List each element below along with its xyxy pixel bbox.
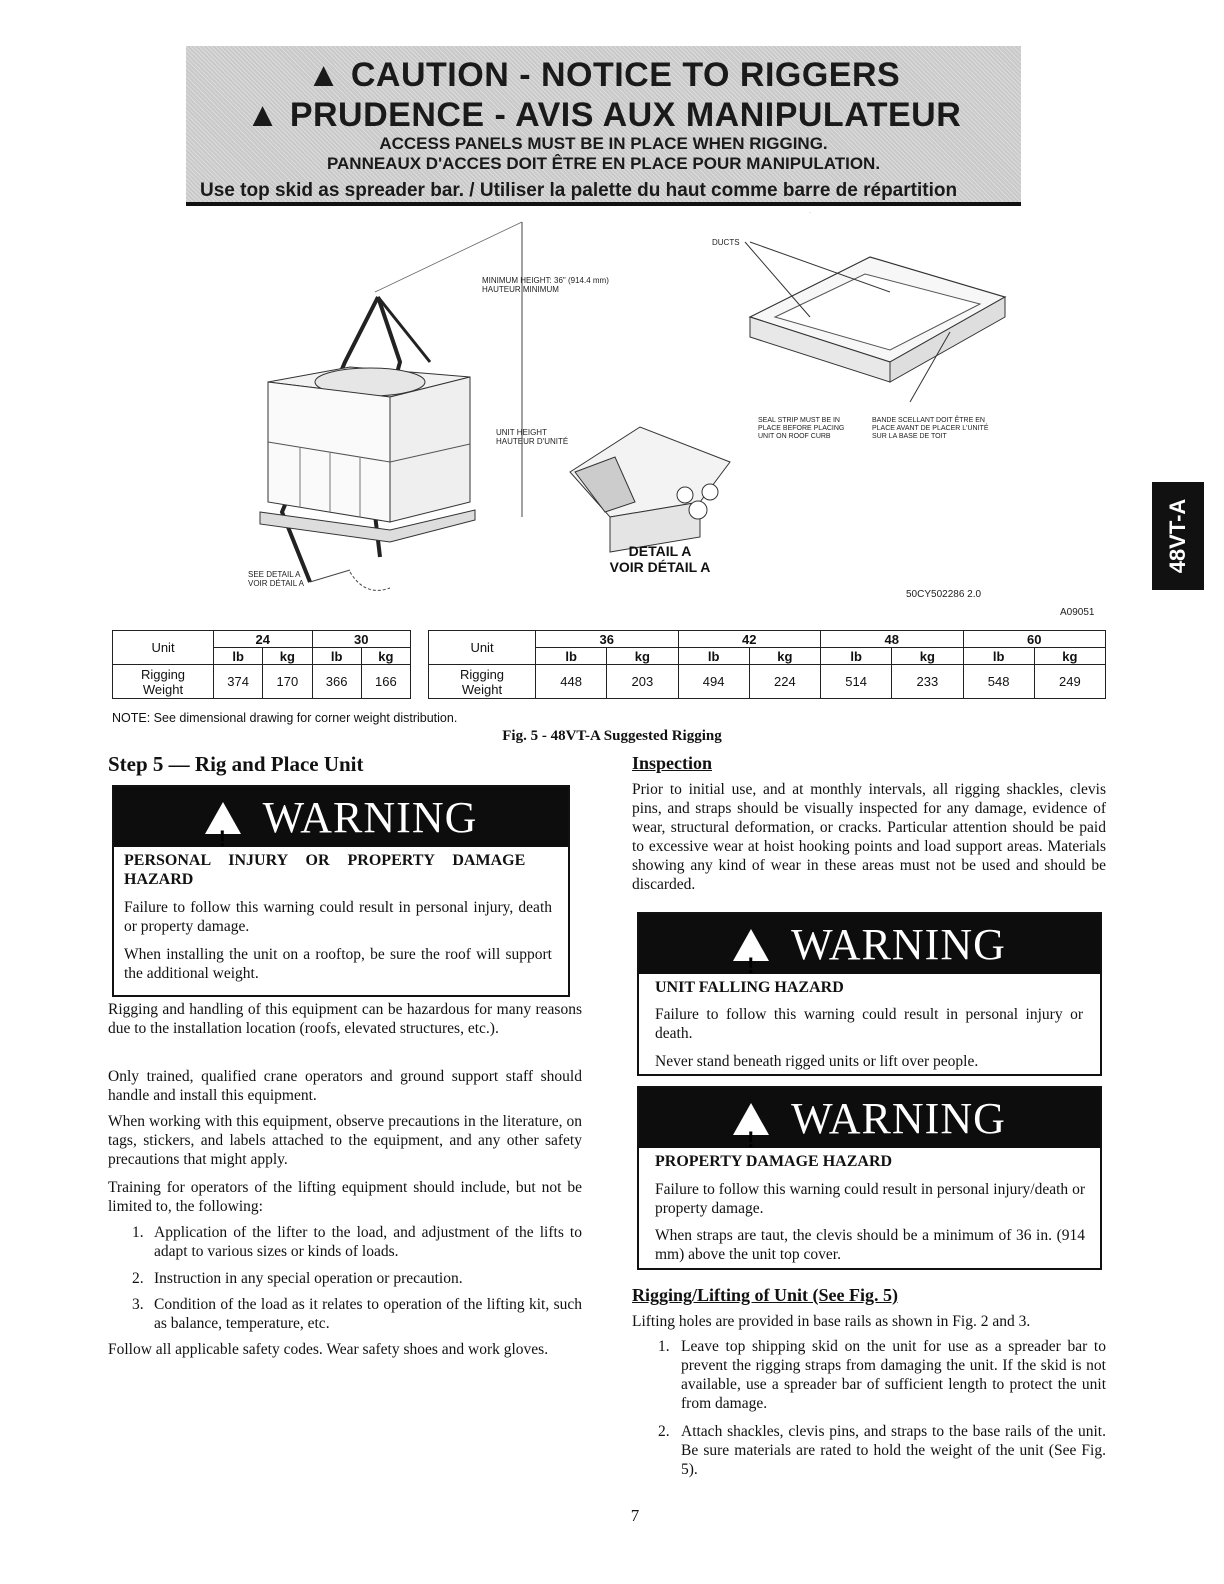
list-item: 3. Condition of the load as it relates to operation of the lifting kit, such as balance, temperature, etc. bbox=[132, 1296, 582, 1332]
seal-strip-label-en: SEAL STRIP MUST BE IN PLACE BEFORE PLACING UNIT ON ROOF CURB bbox=[758, 417, 845, 440]
paragraph: Training for operators of the lifting equipment should include, but not be limited to, the following: bbox=[108, 1179, 582, 1215]
banner-line-4: PANNEAUX D'ACCES DOIT ÊTRE EN PLACE POUR MANIPULATION. bbox=[326, 154, 881, 173]
unit-lb: lb bbox=[821, 648, 892, 665]
paragraph: Rigging and handling of this equipment can be hazardous for many reasons due to the installation location (roofs, elevated structures, etc.). bbox=[108, 1001, 582, 1037]
warning-text: Never stand beneath rigged units or lift over people. bbox=[655, 1053, 979, 1070]
ducts-label: DUCTS bbox=[712, 238, 740, 247]
warning-text: Failure to follow this warning could result in personal injury or death. bbox=[655, 1006, 1083, 1042]
paragraph: Follow all applicable safety codes. Wear safety shoes and work gloves. bbox=[108, 1341, 549, 1358]
unit-header: Unit bbox=[429, 631, 536, 665]
table-cell: 170 bbox=[263, 665, 312, 699]
warning-triangle-icon bbox=[733, 1103, 769, 1135]
rigging-weight-label: Rigging Weight bbox=[429, 665, 536, 699]
rigging-weight-table-right bbox=[428, 630, 1106, 699]
table-cell: 448 bbox=[536, 665, 607, 699]
warning-header: !WARNING bbox=[639, 1088, 1100, 1148]
hazard-title: PERSONAL INJURY OR PROPERTY DAMAGE HAZARD bbox=[124, 852, 526, 888]
table-cell: 249 bbox=[1034, 665, 1105, 699]
caution-triangle-icon: ▲ bbox=[306, 56, 341, 94]
warning-triangle-icon bbox=[205, 802, 241, 834]
table-cell: 374 bbox=[214, 665, 263, 699]
warning-triangle-icon bbox=[733, 929, 769, 961]
unit-kg: kg bbox=[1034, 648, 1105, 665]
warning-box-injury bbox=[112, 785, 570, 997]
unit-height-label: UNIT HEIGHT HAUTEUR D'UNITÉ bbox=[496, 428, 569, 446]
inspection-paragraph: Prior to initial use, and at monthly intervals, all rigging shackles, clevis pins, and straps should be visually inspected for any damage, evidence of wear, structural deformation, or cracks. Particular attention should be paid to excessive wear at hoist hooking points and load support areas. Materials showing any kind of wear in these areas must not be used and should be discarded. bbox=[632, 781, 1106, 893]
unit-lb: lb bbox=[214, 648, 263, 665]
warning-header: !WARNING bbox=[639, 914, 1100, 974]
list-item: 1. Leave top shipping skid on the unit for use as a spreader bar to prevent the rigging straps from damaging the unit. If the skid is not available, use a spreader bar of sufficient length to protect the unit from damage. bbox=[658, 1338, 1106, 1412]
banner-line-1: ▲ CAUTION - NOTICE TO RIGGERS bbox=[306, 56, 901, 94]
unit-kg: kg bbox=[361, 648, 410, 665]
hazard-title: PROPERTY DAMAGE HAZARD bbox=[655, 1153, 893, 1170]
rigging-weight-label: Rigging Weight bbox=[113, 665, 214, 699]
rigging-intro: Lifting holes are provided in base rails as shown in Fig. 2 and 3. bbox=[632, 1313, 1031, 1330]
unit-lb: lb bbox=[312, 648, 361, 665]
hazard-title: UNIT FALLING HAZARD bbox=[655, 979, 844, 996]
table-cell: 233 bbox=[892, 665, 963, 699]
detail-a-caption: DETAIL A VOIR DÉTAIL A bbox=[609, 543, 711, 575]
unit-lb: lb bbox=[678, 648, 749, 665]
caution-banner bbox=[186, 46, 1021, 204]
banner-line-3: ACCESS PANELS MUST BE IN PLACE WHEN RIGGING. bbox=[379, 134, 828, 153]
list-item: 2. Instruction in any special operation or precaution. bbox=[132, 1270, 463, 1287]
size-header: 24 bbox=[214, 631, 313, 648]
unit-kg: kg bbox=[892, 648, 963, 665]
table-cell: 514 bbox=[821, 665, 892, 699]
paragraph: When working with this equipment, observe precautions in the literature, on tags, stickers, and labels attached to the equipment, and any other safety precautions that might apply. bbox=[108, 1113, 582, 1168]
section-side-tab: 48VT-A bbox=[1152, 482, 1204, 590]
table-cell: 548 bbox=[963, 665, 1034, 699]
warning-text: Failure to follow this warning could result in personal injury/death or property damage. bbox=[655, 1181, 1085, 1217]
see-detail-label: SEE DETAIL A VOIR DÉTAIL A bbox=[248, 570, 305, 588]
table-note: NOTE: See dimensional drawing for corner weight distribution. bbox=[112, 711, 458, 725]
banner-rule bbox=[186, 202, 1021, 206]
paragraph: Only trained, qualified crane operators and ground support staff should handle and install this equipment. bbox=[108, 1068, 582, 1104]
size-header: 48 bbox=[821, 631, 964, 648]
page-number: 7 bbox=[630, 1506, 640, 1525]
size-header: 30 bbox=[312, 631, 411, 648]
unit-kg: kg bbox=[607, 648, 678, 665]
unit-lb: lb bbox=[963, 648, 1034, 665]
list-item: 1. Application of the lifter to the load, and adjustment of the lifts to adapt to various sizes or kinds of loads. bbox=[132, 1224, 582, 1260]
unit-kg: kg bbox=[263, 648, 312, 665]
unit-header: Unit bbox=[113, 631, 214, 665]
table-cell: 166 bbox=[361, 665, 410, 699]
warning-text: When straps are taut, the clevis should be a minimum of 36 in. (914 mm) above the unit top cover. bbox=[655, 1227, 1085, 1263]
table-cell: 224 bbox=[749, 665, 820, 699]
warning-box-falling bbox=[637, 912, 1102, 1076]
warning-box-property bbox=[637, 1086, 1102, 1270]
banner-line-2: ▲ PRUDENCE - AVIS AUX MANIPULATEUR bbox=[245, 96, 962, 134]
size-header: 36 bbox=[536, 631, 679, 648]
rigging-weight-table-left bbox=[112, 630, 411, 699]
unit-lb: lb bbox=[536, 648, 607, 665]
unit-kg: kg bbox=[749, 648, 820, 665]
drawing-code: 50CY502286 2.0 bbox=[906, 589, 982, 600]
caution-triangle-icon: ▲ bbox=[245, 96, 280, 134]
figure-code: A09051 bbox=[1060, 607, 1095, 618]
warning-header: !WARNING bbox=[114, 787, 568, 847]
table-cell: 203 bbox=[607, 665, 678, 699]
min-height-label: MINIMUM HEIGHT: 36" (914.4 mm) HAUTEUR MINIMUM bbox=[482, 276, 609, 294]
banner-line-5: Use top skid as spreader bar. / Utiliser la palette du haut comme barre de répartition bbox=[200, 180, 958, 201]
warning-text: Failure to follow this warning could result in personal injury, death or property damage. bbox=[124, 899, 552, 935]
list-item: 2. Attach shackles, clevis pins, and straps to the base rails of the unit. Be sure materials are rated to hold the weight of the unit (See Fig. 5). bbox=[658, 1423, 1106, 1478]
figure-caption: Fig. 5 - 48VT-A Suggested Rigging bbox=[502, 728, 722, 744]
size-header: 60 bbox=[963, 631, 1106, 648]
size-header: 42 bbox=[678, 631, 821, 648]
table-cell: 494 bbox=[678, 665, 749, 699]
inspection-heading: Inspection bbox=[632, 753, 713, 773]
table-cell: 366 bbox=[312, 665, 361, 699]
rigging-heading: Rigging/Lifting of Unit (See Fig. 5) bbox=[632, 1285, 898, 1305]
seal-strip-label-fr: BANDE SCELLANT DOIT ÊTRE EN PLACE AVANT DE PLACER L'UNITÉ SUR LA BASE DE TOIT bbox=[872, 417, 989, 440]
step-5-heading: Step 5 — Rig and Place Unit bbox=[108, 752, 364, 776]
warning-text: When installing the unit on a rooftop, be sure the roof will support the additional weight. bbox=[124, 946, 552, 982]
